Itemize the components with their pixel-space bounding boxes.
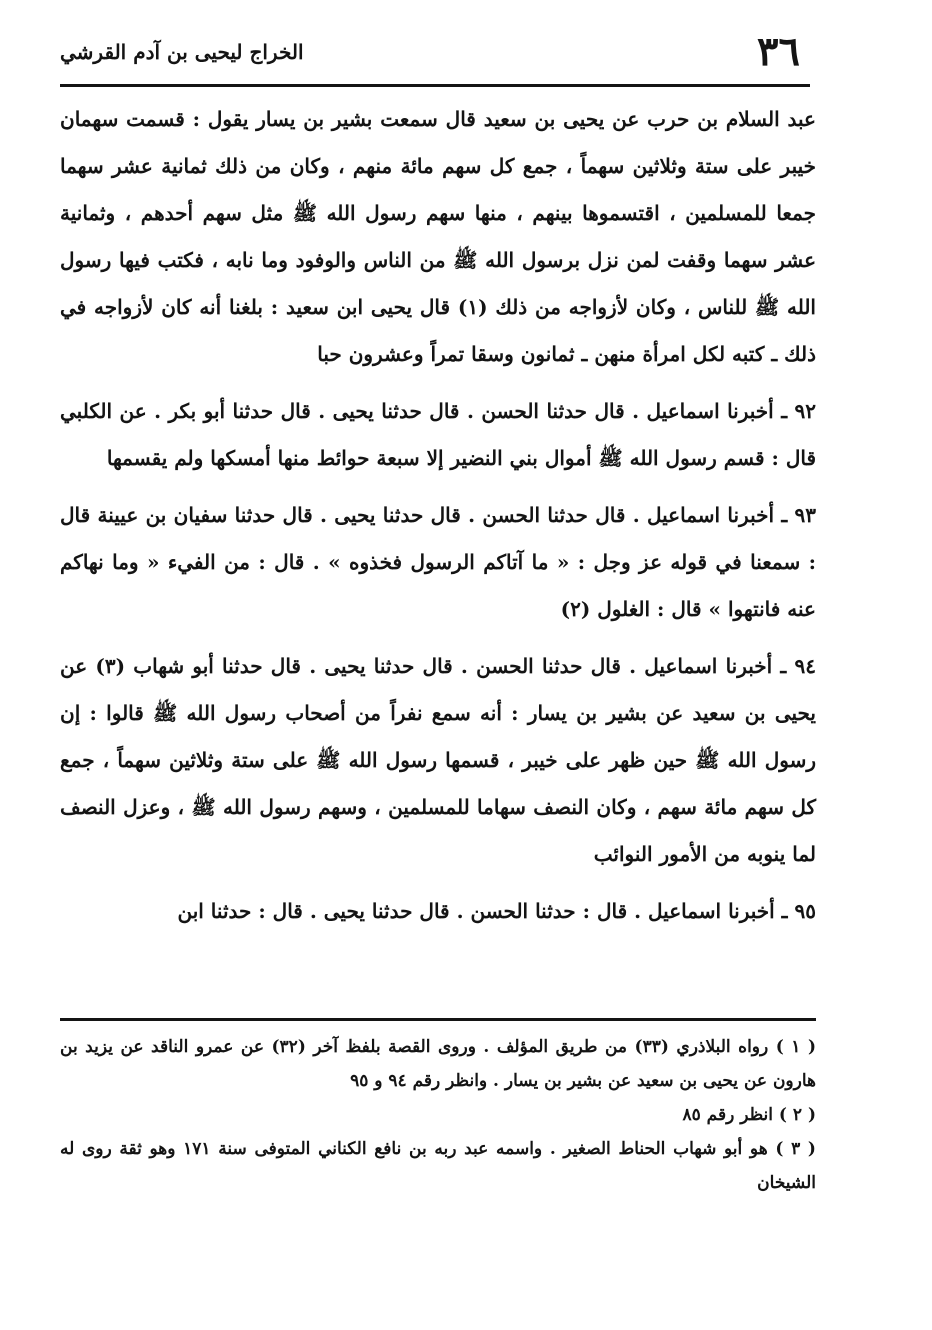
paragraph-95: ٩٥ ـ أخبرنا اسماعيل . قال : حدثنا الحسن . قال حدثنا يحيى . قال : حدثنا ابن bbox=[177, 899, 816, 923]
footnote-divider bbox=[60, 1018, 816, 1021]
main-text bbox=[60, 96, 816, 943]
page-number: ٣٦ bbox=[757, 28, 800, 75]
footnote-3: ( ٣ ) هو أبو شهاب الحناط الصغير . واسمه عبد ربه بن نافع الكناني المتوفى سنة ١٧١ وهو ثقة روى له الشيخان bbox=[60, 1139, 816, 1193]
page-header bbox=[60, 26, 810, 87]
paragraph-continued: عبد السلام بن حرب عن يحيى بن سعيد قال سمعت بشير بن يسار يقول : قسمت سهمان خيبر على ستة وثلاثين سهماً ، جمع كل سهم مائة منهم ، وكان من ذلك ثمانية عشر سهما جمعا للمسلمين ، اقتسموها بينهم ، منها سهم رسول الله ﷺ مثل سهم أحدهم ، وثمانية عشر سهما وقفت لمن نزل برسول الله ﷺ من الناس والوفود وما نابه ، فكتب فيها رسول الله ﷺ للناس ، وكان لأزواجه من ذلك (١) قال يحيى ابن سعيد : بلغنا أنه كان لأزواجه في ذلك ـ كتبه لكل امرأة منهن ـ ثمانون وسقا تمراً وعشرون حبا bbox=[60, 107, 816, 366]
paragraph-93: ٩٣ ـ أخبرنا اسماعيل . قال حدثنا الحسن . قال حدثنا يحيى . قال حدثنا سفيان بن عيينة قال : سمعنا في قوله عز وجل : « ما آتاكم الرسول فخذوه » . قال : من الفيء « وما نهاكم عنه فانتهوا » قال : الغلول (٢) bbox=[60, 503, 816, 621]
paragraph-94: ٩٤ ـ أخبرنا اسماعيل . قال حدثنا الحسن . قال حدثنا يحيى . قال حدثنا أبو شهاب (٣) عن يحيى بن سعيد عن بشير بن يسار : أنه سمع نفراً من أصحاب رسول الله ﷺ قالوا : إن رسول الله ﷺ حين ظهر على خيبر ، قسمها رسول الله ﷺ على ستة وثلاثين سهماً ، جمع كل سهم مائة سهم ، وكان النصف سهاما للمسلمين ، وسهم رسول الله ﷺ ، وعزل النصف لما ينوبه من الأمور النوائب bbox=[60, 654, 816, 866]
footnotes bbox=[60, 1030, 816, 1200]
running-title: الخراج ليحيى بن آدم القرشي bbox=[60, 40, 304, 64]
footnote-1: ( ١ ) رواه البلاذري (٣٣) من طريق المؤلف . وروى القصة بلفظ آخر (٣٢) عن عمرو الناقد عن يزيد بن هارون عن يحيى بن سعيد عن بشير بن يسار . وانظر رقم ٩٤ و ٩٥ bbox=[60, 1037, 816, 1091]
footnote-2: ( ٢ ) انظر رقم ٨٥ bbox=[682, 1105, 816, 1125]
paragraph-92: ٩٢ ـ أخبرنا اسماعيل . قال حدثنا الحسن . قال حدثنا يحيى . قال حدثنا أبو بكر . عن الكلبي قال : قسم رسول الله ﷺ أموال بني النضير إلا سبعة حوائط منها أمسكها ولم يقسمها bbox=[60, 399, 816, 470]
